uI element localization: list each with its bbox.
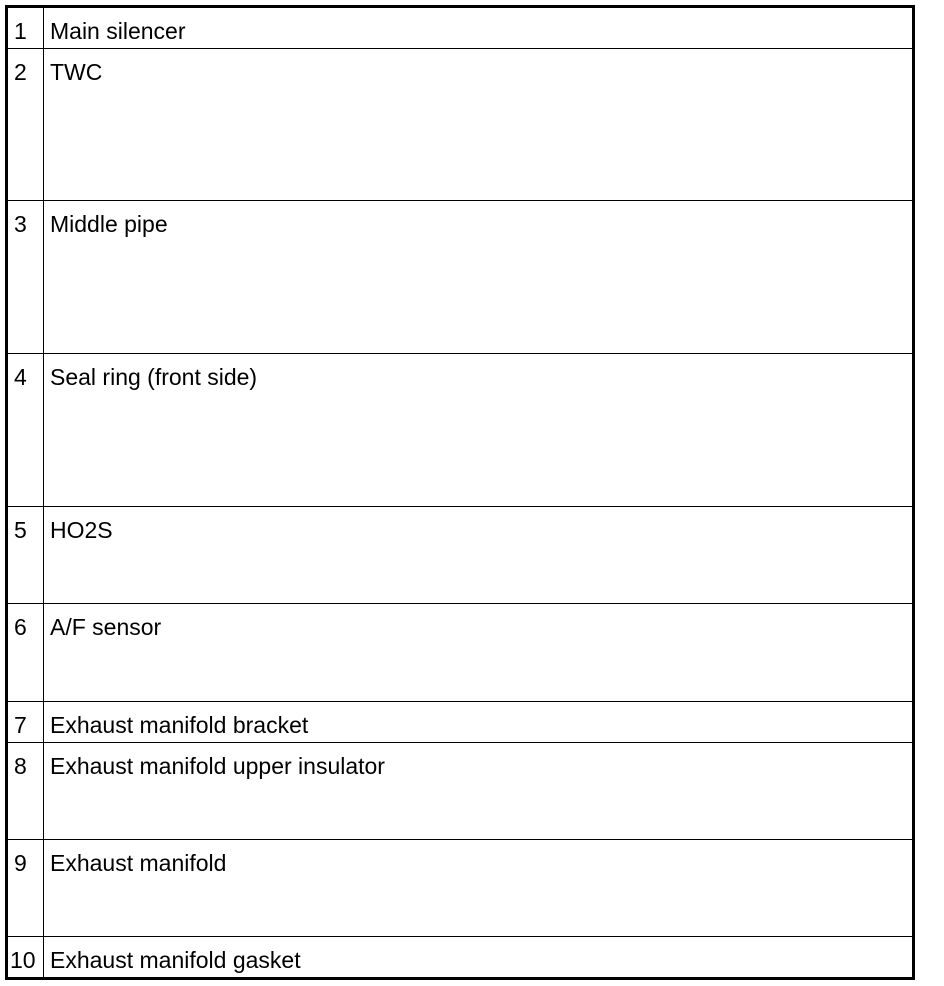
part-number: 1 bbox=[7, 7, 44, 49]
table-row bbox=[7, 7, 914, 49]
table-row bbox=[7, 701, 914, 743]
table-row bbox=[7, 743, 914, 840]
part-name: Exhaust manifold upper insulator bbox=[44, 743, 914, 840]
part-number: 10 bbox=[7, 937, 44, 979]
part-number: 5 bbox=[7, 507, 44, 604]
table-row bbox=[7, 48, 914, 201]
part-name: Middle pipe bbox=[44, 201, 914, 354]
part-number: 7 bbox=[7, 701, 44, 743]
table-row bbox=[7, 507, 914, 604]
table-row bbox=[7, 201, 914, 354]
part-name: Seal ring (front side) bbox=[44, 354, 914, 507]
table-row bbox=[7, 840, 914, 937]
part-number: 8 bbox=[7, 743, 44, 840]
part-name: Main silencer bbox=[44, 7, 914, 49]
part-number: 3 bbox=[7, 201, 44, 354]
parts-table bbox=[5, 5, 915, 980]
part-name: Exhaust manifold bracket bbox=[44, 701, 914, 743]
part-number: 2 bbox=[7, 48, 44, 201]
part-name: HO2S bbox=[44, 507, 914, 604]
part-name: Exhaust manifold bbox=[44, 840, 914, 937]
table-row bbox=[7, 604, 914, 701]
table-row bbox=[7, 937, 914, 979]
part-number: 4 bbox=[7, 354, 44, 507]
table-row bbox=[7, 354, 914, 507]
part-number: 6 bbox=[7, 604, 44, 701]
part-name: TWC bbox=[44, 48, 914, 201]
part-name: Exhaust manifold gasket bbox=[44, 937, 914, 979]
part-name: A/F sensor bbox=[44, 604, 914, 701]
part-number: 9 bbox=[7, 840, 44, 937]
